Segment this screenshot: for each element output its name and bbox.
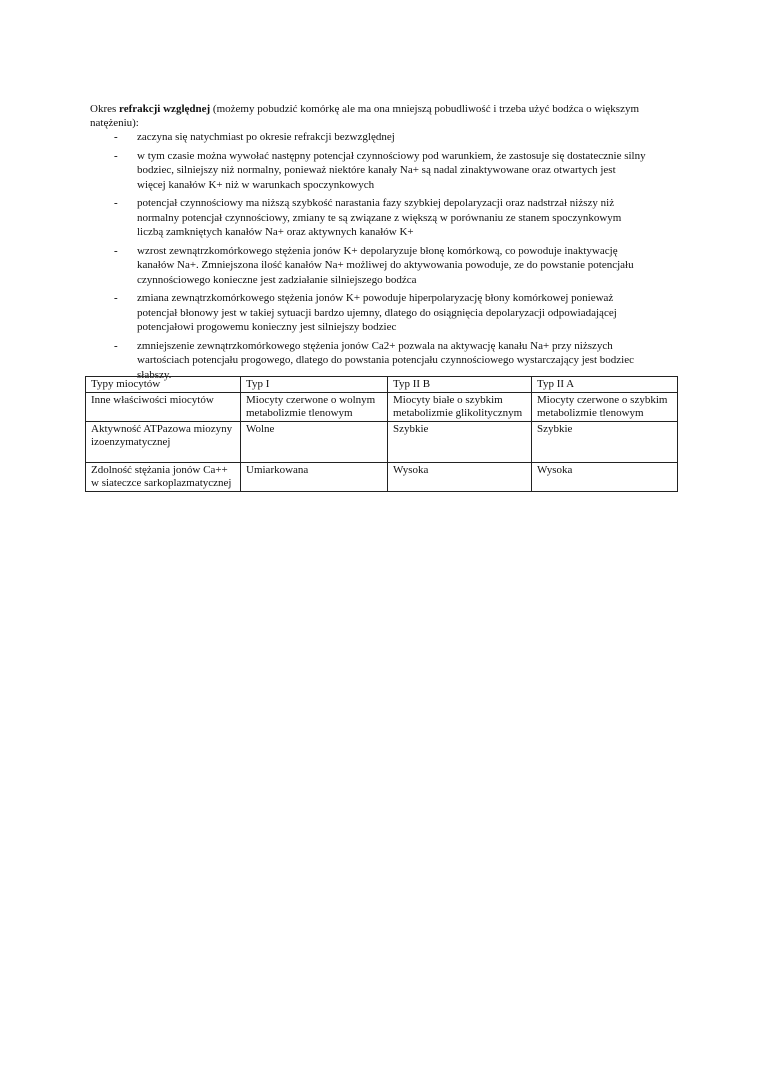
bullet-text-line: potencjałowi progowemu konieczny jest silniejszy bodziec (137, 321, 397, 333)
myocyte-table (85, 376, 678, 492)
table-header-row (86, 377, 678, 393)
bullet-list (90, 130, 680, 386)
table-cell: Typy miocytów (86, 377, 241, 393)
bullet-dash: - (114, 244, 118, 257)
table-cell: Inne właściwości miocytów (86, 393, 241, 422)
bullet-dash: - (114, 339, 118, 352)
list-item (90, 149, 680, 193)
table-row (86, 393, 678, 422)
table-row (86, 463, 678, 492)
table-cell: Zdolność stężania jonów Ca++ w siateczce sarkoplazmatycznej (86, 463, 241, 492)
bullet-dash: - (114, 149, 118, 162)
list-item (90, 130, 680, 145)
table-cell: Miocyty czerwone o wolnym metabolizmie tlenowym (241, 393, 388, 422)
table-cell: Wolne (241, 422, 388, 463)
table-cell: Miocyty białe o szybkim metabolizmie glikolitycznym (388, 393, 532, 422)
bullet-text-line: więcej kanałów K+ niż w warunkach spoczynkowych (137, 178, 375, 191)
table-cell: Umiarkowana (241, 463, 388, 492)
intro-bold-term: refrakcji względnej (119, 103, 211, 115)
bullet-text-line: zaczyna się natychmiast po okresie refrakcji bezwzględnej (137, 131, 395, 143)
intro-prefix: Okres (90, 103, 120, 115)
table-cell: Szybkie (388, 422, 532, 463)
intro-line2: natężeniu): (90, 116, 139, 129)
table-cell: Szybkie (532, 422, 678, 463)
list-item (90, 196, 680, 240)
list-item (90, 291, 680, 335)
table-row (86, 422, 678, 463)
table-cell: Aktywność ATPazowa miozyny izoenzymatycznej (86, 422, 241, 463)
bullet-text-line: wartościach potencjału progowego, dlatego do powstania potencjału czynnościowego wystarczający jest bodziec (137, 354, 634, 366)
bullet-text-line: wzrost zewnątrzkomórkowego stężenia jonów K+ depolaryzuje błonę komórkową, co powoduje inaktywację (137, 244, 618, 257)
bullet-text-line: zmniejszenie zewnątrzkomórkowego stężenia jonów Ca2+ pozwala na aktywację kanału Na+ przy niższych (137, 339, 613, 352)
table-cell: Typ II A (532, 377, 678, 393)
table-cell: Miocyty czerwone o szybkim metabolizmie tlenowym (532, 393, 678, 422)
table-cell: Typ II B (388, 377, 532, 393)
bullet-text-line: w tym czasie można wywołać następny potencjał czynnościowy pod warunkiem, że zastosuje się dostatecznie silny (137, 149, 646, 162)
bullet-text-line: bodziec, silniejszy niż normalny, ponieważ niektóre kanały Na+ są nadal zinaktywowane oraz otwartych jest (137, 164, 616, 176)
bullet-text-line: normalny potencjał czynnościowy, zmiany te są związane z większą w porównaniu ze stanem spoczynkowym (137, 211, 622, 224)
intro-paragraph (90, 103, 680, 130)
bullet-dash: - (114, 292, 118, 304)
table-cell: Wysoka (532, 463, 678, 492)
bullet-text-line: kanałów Na+. Zmniejszona ilość kanałów Na+ możliwej do aktywowania powoduje, ze do powstanie potencjału (137, 259, 634, 271)
list-item (90, 244, 680, 288)
intro-suffix: (możemy pobudzić komórkę ale ma ona mniejszą pobudliwość i trzeba użyć bodźca o większym (210, 103, 640, 115)
bullet-text-line: potencjał błonowy jest w takiej sytuacji bardzo ujemny, dlatego do osiągnięcia depolaryzacji odpowiadającej (137, 306, 617, 319)
bullet-text-line: liczbą zamkniętych kanałów Na+ oraz aktywnych kanałów K+ (137, 226, 414, 238)
bullet-text-line: słabszy. (137, 368, 172, 381)
bullet-dash: - (114, 197, 118, 209)
table-cell: Wysoka (388, 463, 532, 492)
bullet-text-line: potencjał czynnościowy ma niższą szybkość narastania fazy szybkiej depolaryzacji oraz nadstrzał niższy niż (137, 197, 615, 209)
bullet-dash: - (114, 131, 118, 143)
bullet-text-line: czynnościowego konieczne jest zadziałanie silniejszego bodźca (137, 273, 417, 286)
bullet-text-line: zmiana zewnątrzkomórkowego stężenia jonów K+ powoduje hiperpolaryzację błony komórkowej ponieważ (137, 292, 614, 304)
table-cell: Typ I (241, 377, 388, 393)
